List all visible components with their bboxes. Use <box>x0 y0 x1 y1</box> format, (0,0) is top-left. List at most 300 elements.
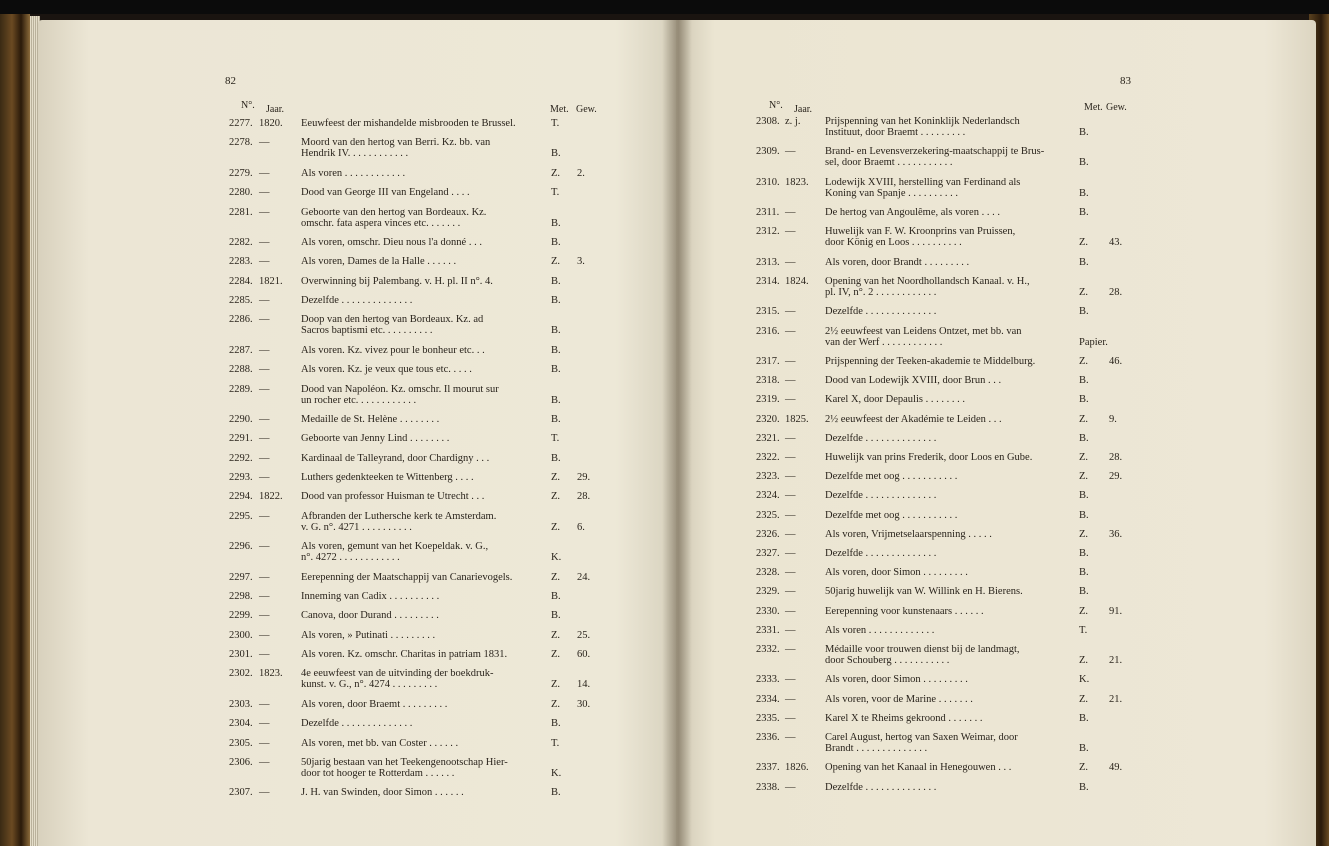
entry-year: — <box>259 295 270 306</box>
entry-number: 2336. <box>756 732 780 743</box>
entry-number: 2282. <box>229 237 253 249</box>
entry-metal: B. <box>551 787 561 799</box>
entry-year: — <box>785 207 796 219</box>
entry-year: — <box>259 472 270 483</box>
entry-metal: Z. <box>551 521 561 533</box>
entry-metal: Z. <box>1079 452 1089 463</box>
entry-year: — <box>785 432 796 444</box>
entry-year: — <box>785 548 796 559</box>
entry-number: 2331. <box>756 624 780 636</box>
entry-year: — <box>785 394 796 406</box>
entry-description: kunst. v. G., n°. 4274 . . . . . . . . . <box>301 679 438 691</box>
entry-description: Inneming van Cadix . . . . . . . . . . <box>301 591 440 603</box>
entry-description: Medaille de St. Helène . . . . . . . . <box>301 414 440 426</box>
entry-number: 2305. <box>229 737 253 749</box>
entry-year: — <box>259 698 270 710</box>
entry-weight: 21. <box>1109 655 1123 666</box>
entry-description: Als voren . . . . . . . . . . . . <box>301 167 406 179</box>
entry-number: 2306. <box>229 756 253 768</box>
entry-number: 2334. <box>756 693 780 705</box>
entry-year: — <box>259 137 270 149</box>
entry-description: Eerepenning der Maatschappij van Canarievogels. <box>301 571 513 583</box>
entry-metal: T. <box>551 433 560 445</box>
entry-description: Koning van Spanje . . . . . . . . . . <box>825 187 958 199</box>
entry-number: 2287. <box>229 344 253 356</box>
entry-metal: Z. <box>1079 356 1089 367</box>
entry-weight: 36. <box>1109 528 1123 540</box>
entry-year: — <box>785 567 796 579</box>
entry-number: 2293. <box>229 472 253 483</box>
right-header-met: Met. <box>1084 102 1103 113</box>
entry-year: — <box>259 383 270 395</box>
entry-number: 2300. <box>229 629 253 641</box>
entry-metal: T. <box>551 737 560 749</box>
entry-metal: T. <box>551 187 560 199</box>
entry-number: 2314. <box>756 276 780 287</box>
entry-metal: K. <box>1079 674 1090 686</box>
entry-description: Hendrik IV. . . . . . . . . . . . <box>301 148 409 160</box>
entry-description: Eeuwfeest der mishandelde misbrooden te Brussel. <box>301 118 516 129</box>
entry-description: Dood van Lodewijk XVIII, door Brun . . . <box>825 375 1002 387</box>
entry-number: 2327. <box>756 548 780 559</box>
entry-number: 2308. <box>756 116 780 127</box>
entry-description: Als voren, door Brandt . . . . . . . . . <box>825 256 970 268</box>
entry-number: 2326. <box>756 528 780 540</box>
entry-description: Als voren, » Putinati . . . . . . . . . <box>301 629 436 641</box>
entry-number: 2280. <box>229 187 253 199</box>
entry-description: Doop van den hertog van Bordeaux. Kz. ad <box>301 314 484 326</box>
entry-number: 2289. <box>229 383 253 395</box>
entry-description: Als voren, door Simon . . . . . . . . . <box>825 567 968 579</box>
entry-description: Dezelfde . . . . . . . . . . . . . . <box>825 548 937 559</box>
entry-number: 2297. <box>229 571 253 583</box>
entry-description: 50jarig bestaan van het Teekengenootschap Hier- <box>301 756 508 768</box>
entry-description: Als voren, met bb. van Coster . . . . . . <box>301 737 459 749</box>
entry-number: 2281. <box>229 206 253 218</box>
entry-metal: Z. <box>1079 655 1089 666</box>
entry-description: Eerepenning voor kunstenaars . . . . . . <box>825 605 984 617</box>
entry-description: Karel X, door Depaulis . . . . . . . . <box>825 394 965 406</box>
entry-description: Médaille voor trouwen dienst bij de landmagt, <box>825 644 1020 655</box>
entry-metal: B. <box>1079 375 1089 387</box>
entry-number: 2325. <box>756 509 780 521</box>
entry-description: Dezelfde met oog . . . . . . . . . . . <box>825 509 958 521</box>
entry-description: Canova, door Durand . . . . . . . . . <box>301 610 439 622</box>
entry-description: Brandt . . . . . . . . . . . . . . <box>825 743 928 754</box>
entry-metal: B. <box>551 414 561 426</box>
entry-number: 2278. <box>229 137 253 149</box>
entry-year: — <box>785 586 796 598</box>
entry-weight: 25. <box>577 629 591 641</box>
entry-description: van der Werf . . . . . . . . . . . . <box>825 336 943 348</box>
entry-description: Brand- en Levensverzekering-maatschappij te Brus- <box>825 146 1045 158</box>
entry-number: 2333. <box>756 674 780 686</box>
entry-year: — <box>259 718 270 730</box>
entry-metal: B. <box>551 325 561 337</box>
entry-description: door Schouberg . . . . . . . . . . . <box>825 655 950 666</box>
entry-metal: Z. <box>551 629 561 641</box>
entry-metal: B. <box>551 148 561 160</box>
entry-metal: B. <box>551 275 561 287</box>
entry-metal: B. <box>1079 394 1089 406</box>
entry-weight: 43. <box>1109 237 1123 249</box>
entry-number: 2312. <box>756 226 780 238</box>
entry-year: — <box>785 509 796 521</box>
entry-year: 1822. <box>259 491 283 503</box>
entry-description: Prijspenning der Teeken-akademie te Middelburg. <box>825 356 1036 367</box>
entry-year: — <box>259 452 270 464</box>
entry-year: — <box>259 787 270 799</box>
entry-description: omschr. fata aspera vinces etc. . . . . . . <box>301 217 461 229</box>
entry-metal: B. <box>1079 490 1089 502</box>
entry-metal: Z. <box>551 256 561 268</box>
entry-description: Dezelfde . . . . . . . . . . . . . . <box>301 718 413 730</box>
entry-metal: B. <box>551 718 561 730</box>
entry-metal: Z. <box>1079 528 1089 540</box>
entry-metal: Z. <box>551 472 561 483</box>
entry-number: 2285. <box>229 295 253 306</box>
entry-year: — <box>785 624 796 636</box>
entry-year: — <box>785 452 796 463</box>
entry-description: 4e eeuwfeest van de uitvinding der boekdruk- <box>301 668 494 680</box>
entry-description: Dood van Napoléon. Kz. omschr. Il mourut sur <box>301 383 499 395</box>
entry-year: — <box>785 781 796 793</box>
entry-weight: 46. <box>1109 356 1123 367</box>
entry-number: 2284. <box>229 275 253 287</box>
entry-year: — <box>259 344 270 356</box>
entry-description: Dezelfde . . . . . . . . . . . . . . <box>825 490 937 502</box>
entry-year: 1823. <box>785 176 809 188</box>
entry-metal: B. <box>551 591 561 603</box>
entry-metal: B. <box>551 295 561 306</box>
entry-description: J. H. van Swinden, door Simon . . . . . . <box>301 787 464 799</box>
entry-year: — <box>259 649 270 660</box>
left-header-met: Met. <box>550 104 569 115</box>
right-header-no: N°. <box>769 100 783 111</box>
entry-number: 2335. <box>756 712 780 724</box>
entry-year: — <box>259 510 270 522</box>
entry-year: — <box>785 712 796 724</box>
entry-year: — <box>785 674 796 686</box>
entry-year: — <box>259 433 270 445</box>
entry-weight: 24. <box>577 571 591 583</box>
entry-number: 2309. <box>756 146 780 158</box>
entry-metal: B. <box>551 344 561 356</box>
entry-number: 2301. <box>229 649 253 660</box>
entry-year: 1823. <box>259 668 283 680</box>
entry-weight: 91. <box>1109 605 1123 617</box>
entry-number: 2291. <box>229 433 253 445</box>
entry-year: — <box>259 414 270 426</box>
entry-number: 2322. <box>756 452 780 463</box>
entry-year: — <box>785 146 796 158</box>
entry-description: Kardinaal de Talleyrand, door Chardigny . . . <box>301 452 490 464</box>
entry-weight: 6. <box>577 521 585 533</box>
entry-metal: B. <box>1079 127 1089 138</box>
left-header-jaar: Jaar. <box>266 104 285 115</box>
entry-metal: B. <box>1079 157 1089 169</box>
entry-description: Lodewijk XVIII, herstelling van Ferdinand als <box>825 176 1021 188</box>
entry-number: 2279. <box>229 167 253 179</box>
entry-number: 2329. <box>756 586 780 598</box>
entry-year: — <box>785 306 796 318</box>
entry-year: — <box>785 528 796 540</box>
entry-metal: B. <box>551 364 561 376</box>
entry-metal: Z. <box>551 649 561 660</box>
book-edge-left <box>0 14 30 846</box>
entry-description: v. G. n°. 4271 . . . . . . . . . . <box>301 521 412 533</box>
entry-number: 2290. <box>229 414 253 426</box>
entry-metal: B. <box>1079 781 1089 793</box>
top-border <box>0 0 1329 14</box>
entry-year: — <box>785 732 796 743</box>
entry-year: — <box>259 237 270 249</box>
entry-metal: B. <box>1079 509 1089 521</box>
entry-description: Als voren, Vrijmetselaarspenning . . . . . <box>825 528 992 540</box>
entry-year: — <box>259 256 270 268</box>
entry-weight: 29. <box>1109 471 1123 483</box>
entry-description: Huwelijk van prins Frederik, door Loos en Gube. <box>825 452 1033 463</box>
entry-description: Opening van het Noordhollandsch Kanaal. v. H., <box>825 276 1030 287</box>
entry-metal: B. <box>1079 207 1089 219</box>
entry-year: — <box>259 610 270 622</box>
entry-metal: B. <box>551 217 561 229</box>
entry-number: 2310. <box>756 176 780 188</box>
entry-number: 2332. <box>756 644 780 655</box>
entry-description: Dezelfde . . . . . . . . . . . . . . <box>825 432 937 444</box>
entry-year: 1825. <box>785 413 809 425</box>
entry-number: 2337. <box>756 762 780 774</box>
entry-year: — <box>785 693 796 705</box>
entry-weight: 28. <box>1109 452 1123 463</box>
entry-metal: Z. <box>1079 413 1089 425</box>
entry-year: — <box>259 314 270 326</box>
entry-year: — <box>259 206 270 218</box>
entry-metal: T. <box>1079 624 1088 636</box>
entry-year: z. j. <box>785 116 801 127</box>
entry-metal: B. <box>1079 306 1089 318</box>
entry-description: pl. IV, n°. 2 . . . . . . . . . . . . <box>825 287 937 298</box>
entry-weight: 60. <box>577 649 591 660</box>
entry-weight: 30. <box>577 698 591 710</box>
entry-number: 2302. <box>229 668 253 680</box>
entry-year: — <box>785 325 796 337</box>
entry-number: 2324. <box>756 490 780 502</box>
entry-weight: 28. <box>577 491 591 503</box>
book-gutter <box>662 20 692 846</box>
entry-description: Prijspenning van het Koninklijk Nederlandsch <box>825 116 1020 127</box>
entry-description: Instituut, door Braemt . . . . . . . . . <box>825 127 966 138</box>
entry-number: 2304. <box>229 718 253 730</box>
entry-description: Als voren, Dames de la Halle . . . . . . <box>301 256 457 268</box>
entry-weight: 49. <box>1109 762 1123 774</box>
entry-metal: B. <box>1079 712 1089 724</box>
entry-description: Karel X te Rheims gekroond . . . . . . . <box>825 712 983 724</box>
entry-weight: 14. <box>577 679 591 691</box>
entry-year: — <box>785 471 796 483</box>
entry-year: — <box>259 571 270 583</box>
entry-metal: B. <box>551 237 561 249</box>
entry-metal: B. <box>1079 432 1089 444</box>
entry-year: 1821. <box>259 275 283 287</box>
entry-number: 2317. <box>756 356 780 367</box>
entry-number: 2296. <box>229 541 253 553</box>
entry-description: Geboorte van den hertog van Bordeaux. Kz. <box>301 206 487 218</box>
left-header-no: N°. <box>241 100 255 111</box>
entry-number: 2292. <box>229 452 253 464</box>
entry-description: Dezelfde . . . . . . . . . . . . . . <box>301 295 413 306</box>
entry-number: 2303. <box>229 698 253 710</box>
entry-metal: Z. <box>551 491 561 503</box>
entry-description: un rocher etc. . . . . . . . . . . . <box>301 394 417 406</box>
entry-metal: Z. <box>551 167 561 179</box>
entry-description: Als voren. Kz. je veux que tous etc. . . . . <box>301 364 472 376</box>
entry-description: Als voren. Kz. vivez pour le bonheur etc. . . <box>301 344 485 356</box>
entry-year: — <box>785 605 796 617</box>
entry-year: 1826. <box>785 762 809 774</box>
entry-number: 2318. <box>756 375 780 387</box>
entry-year: — <box>785 256 796 268</box>
entry-metal: Z. <box>1079 471 1089 483</box>
entry-weight: 29. <box>577 472 591 483</box>
entry-description: Als voren . . . . . . . . . . . . . <box>825 624 935 636</box>
entry-year: — <box>785 644 796 655</box>
entry-year: — <box>259 629 270 641</box>
entry-number: 2320. <box>756 413 780 425</box>
entry-year: — <box>785 490 796 502</box>
left-page <box>38 20 680 846</box>
entry-year: — <box>785 356 796 367</box>
entry-description: 2½ eeuwfeest van Leidens Ontzet, met bb. van <box>825 325 1022 337</box>
entry-number: 2316. <box>756 325 780 337</box>
entry-description: 2½ eeuwfeest der Akadémie te Leiden . . . <box>825 413 1002 425</box>
entry-year: — <box>259 756 270 768</box>
entry-year: — <box>259 541 270 553</box>
entry-number: 2288. <box>229 364 253 376</box>
entry-number: 2321. <box>756 432 780 444</box>
left-page-number: 82 <box>225 75 236 87</box>
entry-metal: K. <box>551 552 562 564</box>
entry-number: 2328. <box>756 567 780 579</box>
right-header-gew: Gew. <box>1106 102 1127 113</box>
entry-description: Luthers gedenkteeken te Wittenberg . . . . <box>301 472 474 483</box>
entry-metal: Z. <box>1079 605 1089 617</box>
entry-description: Dezelfde met oog . . . . . . . . . . . <box>825 471 958 483</box>
entry-year: 1820. <box>259 118 283 129</box>
entry-metal: B. <box>1079 187 1089 199</box>
entry-description: 50jarig huwelijk van W. Willink en H. Bierens. <box>825 586 1023 598</box>
entry-metal: Z. <box>1079 762 1089 774</box>
entry-year: 1824. <box>785 276 809 287</box>
entry-metal: T. <box>551 118 560 129</box>
entry-weight: 2. <box>577 167 585 179</box>
entry-number: 2315. <box>756 306 780 318</box>
entry-weight: 3. <box>577 256 585 268</box>
entry-number: 2299. <box>229 610 253 622</box>
entry-description: Dood van professor Huisman te Utrecht . . . <box>301 491 485 503</box>
entry-description: Huwelijk van F. W. Kroonprins van Pruissen, <box>825 226 1016 238</box>
entry-description: Als voren, omschr. Dieu nous l'a donné . . . <box>301 237 482 249</box>
entry-description: Carel August, hertog van Saxen Weimar, door <box>825 732 1018 743</box>
entry-description: Als voren. Kz. omschr. Charitas in patriam 1831. <box>301 649 508 660</box>
entry-description: Afbranden der Luthersche kerk te Amsterdam. <box>301 510 497 522</box>
entry-number: 2294. <box>229 491 253 503</box>
entry-metal: Z. <box>551 571 561 583</box>
entry-metal: B. <box>551 452 561 464</box>
entry-year: — <box>259 167 270 179</box>
entry-description: Dezelfde . . . . . . . . . . . . . . <box>825 306 937 318</box>
entry-number: 2311. <box>756 207 780 219</box>
right-page <box>676 20 1316 846</box>
entry-number: 2295. <box>229 510 253 522</box>
entry-year: — <box>259 737 270 749</box>
entry-number: 2330. <box>756 605 780 617</box>
entry-description: Als voren, voor de Marine . . . . . . . <box>825 693 973 705</box>
entry-description: Sacros baptismi etc. . . . . . . . . . <box>301 325 433 337</box>
entry-description: Dezelfde . . . . . . . . . . . . . . <box>825 781 937 793</box>
entry-number: 2283. <box>229 256 253 268</box>
entry-metal: B. <box>551 394 561 406</box>
entry-description: Als voren, gemunt van het Koepeldak. v. G., <box>301 541 489 553</box>
entry-metal: Papier. <box>1079 336 1108 348</box>
entry-metal: B. <box>1079 743 1089 754</box>
entry-weight: 9. <box>1109 413 1117 425</box>
entry-weight: 28. <box>1109 287 1123 298</box>
right-page-number: 83 <box>1120 75 1131 87</box>
entry-description: Overwinning bij Palembang. v. H. pl. II n°. 4. <box>301 275 493 287</box>
entry-metal: Z. <box>1079 287 1089 298</box>
entry-description: Moord van den hertog van Berri. Kz. bb. van <box>301 137 491 149</box>
right-header-jaar: Jaar. <box>794 104 813 115</box>
entry-description: Als voren, door Simon . . . . . . . . . <box>825 674 968 686</box>
entry-number: 2286. <box>229 314 253 326</box>
entry-metal: Z. <box>551 698 561 710</box>
entry-description: Geboorte van Jenny Lind . . . . . . . . <box>301 433 450 445</box>
entry-number: 2277. <box>229 118 253 129</box>
entry-description: Als voren, door Braemt . . . . . . . . . <box>301 698 448 710</box>
entry-number: 2319. <box>756 394 780 406</box>
entry-number: 2298. <box>229 591 253 603</box>
entry-description: door tot hooger te Rotterdam . . . . . . <box>301 767 455 779</box>
entry-description: sel, door Braemt . . . . . . . . . . . <box>825 157 953 169</box>
entry-metal: B. <box>1079 586 1089 598</box>
entry-description: door König en Loos . . . . . . . . . . <box>825 237 962 249</box>
left-header-gew: Gew. <box>576 104 597 115</box>
entry-metal: Z. <box>1079 693 1089 705</box>
entry-number: 2313. <box>756 256 780 268</box>
entry-description: Opening van het Kanaal in Henegouwen . . . <box>825 762 1012 774</box>
entry-metal: K. <box>551 767 562 779</box>
entry-description: Dood van George III van Engeland . . . . <box>301 187 470 199</box>
entry-number: 2323. <box>756 471 780 483</box>
entry-number: 2307. <box>229 787 253 799</box>
entry-description: n°. 4272 . . . . . . . . . . . . <box>301 552 400 564</box>
entry-year: — <box>259 364 270 376</box>
entry-weight: 21. <box>1109 693 1123 705</box>
entry-year: — <box>259 591 270 603</box>
entry-year: — <box>785 226 796 238</box>
entry-metal: Z. <box>1079 237 1089 249</box>
entry-metal: B. <box>1079 567 1089 579</box>
entry-number: 2338. <box>756 781 780 793</box>
entry-metal: Z. <box>551 679 561 691</box>
entry-year: — <box>785 375 796 387</box>
entry-description: De hertog van Angoulême, als voren . . . . <box>825 207 1000 219</box>
entry-metal: B. <box>551 610 561 622</box>
entry-metal: B. <box>1079 256 1089 268</box>
entry-year: — <box>259 187 270 199</box>
entry-metal: B. <box>1079 548 1089 559</box>
